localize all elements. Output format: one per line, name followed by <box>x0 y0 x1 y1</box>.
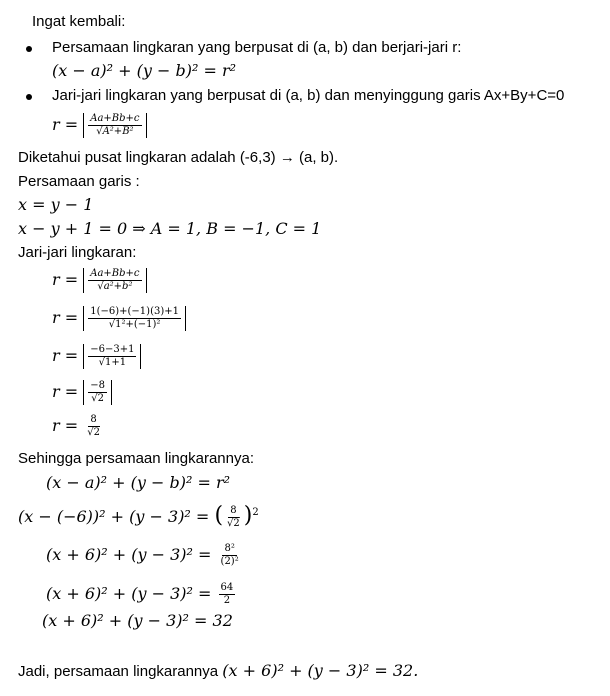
equation-2-numerator: 8 <box>230 505 237 516</box>
radius-step-1: r = $\frac{Aa+Bb+c}{\text{√a²+b²}}$ <box>52 268 147 293</box>
step3-numerator: −6−3+1 <box>90 344 135 355</box>
step1-numerator: Aa+Bb+c <box>90 268 140 279</box>
formula-denominator: A²+B² <box>102 126 134 137</box>
radius-formula: r = $\frac{Aa+Bb+c}{\text{√A²+B²}}$ <box>52 113 147 138</box>
conclusion-equation: (x + 6)² + (y − 3)² = 32. <box>222 661 419 680</box>
step5-numerator: 8 <box>90 414 97 425</box>
equation-2-denominator: 2 <box>233 518 240 529</box>
known-text: Diketahui pusat lingkaran adalah (-6,3) → (a, b). <box>18 149 339 166</box>
radius-step-2: r = $\frac{1(-6)+(-1)(3)+1}{\text{√1²+(−1)²}}$ <box>52 306 186 331</box>
equation-3-lhs: (x + 6)² + (y − 3)² = <box>46 545 212 564</box>
result-label: Sehingga persamaan lingkarannya: <box>18 450 254 467</box>
intro-text: Ingat kembali: <box>32 13 126 30</box>
line-equation-1: x = y − 1 <box>18 195 94 214</box>
equation-4-denominator: 2 <box>223 595 231 606</box>
step2-numerator: 1(−6)+(−1)(3)+1 <box>90 306 179 317</box>
bullet-dot <box>26 46 32 52</box>
radius-step-3: r = $\frac{-6-3+1}{√1+1}$ <box>52 344 141 369</box>
radius-step-4: r = $\frac{-8}{√2}$ <box>52 380 112 405</box>
step4-denominator: 2 <box>97 393 104 404</box>
step5-denominator: 2 <box>93 427 100 438</box>
equation-4-lhs: (x + 6)² + (y − 3)² = <box>46 584 212 603</box>
bullet1-text: Persamaan lingkaran yang berpusat di (a, b) dan berjari-jari r: <box>52 39 462 56</box>
equation-2: (x − (−6))² + (y − 3)² = ( $\frac{8}{√2}$ )$^2$ <box>18 503 259 529</box>
step1-denominator: a²+b² <box>103 281 133 292</box>
bullet1-equation: (x − a)² + (y − b)² = r² <box>52 61 237 80</box>
formula-numerator: Aa+Bb+c <box>90 113 140 124</box>
conclusion <box>18 662 418 681</box>
equation-2-lhs: (x − (−6))² + (y − 3)² = <box>18 507 210 526</box>
step2-denominator: 1²+(−1)² <box>115 319 161 330</box>
line-equation-2: x − y + 1 = 0 ⇒ A = 1, B = −1, C = 1 <box>18 219 322 238</box>
conclusion-text: Jadi, persamaan lingkarannya <box>18 663 219 680</box>
equation-4 <box>46 582 237 607</box>
equation-1: (x − a)² + (y − b)² = r² <box>46 473 231 492</box>
equation-3-numerator: 8² <box>224 543 235 554</box>
radius-label: Jari-jari lingkaran: <box>18 244 137 261</box>
step4-numerator: −8 <box>90 380 105 391</box>
equation-5: (x + 6)² + (y − 3)² = 32 <box>42 611 233 630</box>
line-label: Persamaan garis : <box>18 173 140 190</box>
equation-4-numerator: 64 <box>220 582 234 593</box>
equation-3 <box>46 543 243 568</box>
bullet-dot <box>26 94 32 100</box>
equation-3-denominator: (2)² <box>220 556 239 567</box>
radius-step-5: r = $\frac{8}{√2}$ <box>52 414 100 438</box>
bullet2-text: Jari-jari lingkaran yang berpusat di (a, b) dan menyinggung garis Ax+By+C=0 <box>52 87 565 104</box>
step3-denominator: 1+1 <box>104 357 127 368</box>
